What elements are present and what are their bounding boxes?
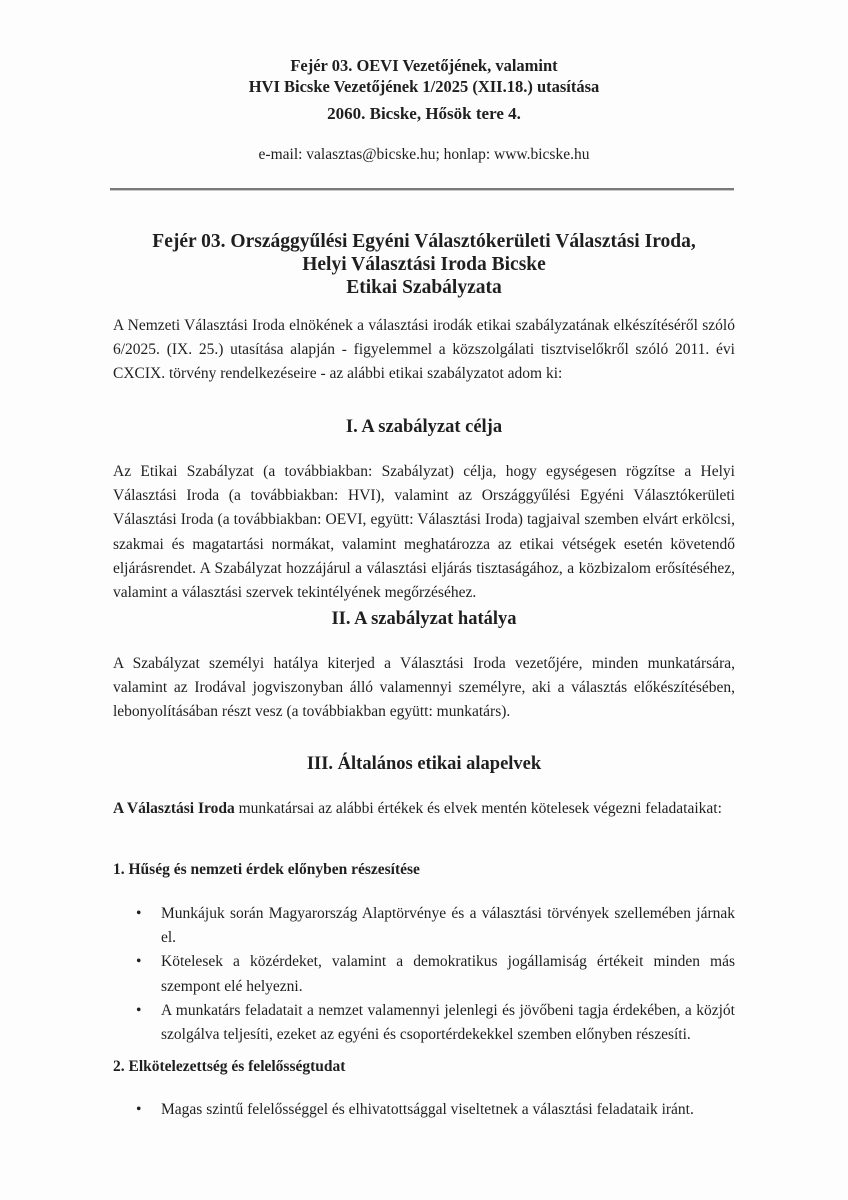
subsection-heading-2: 2. Elkötelezettség és felelősségtudat	[113, 1058, 346, 1075]
list-item	[113, 999, 735, 1047]
bullet-icon: •	[136, 905, 142, 922]
intro-paragraph: A Nemzeti Választási Iroda elnökének a választási irodák etikai szabályzatának elkészítéséről szóló 6/2025. (IX. 25.) utasítása alapján - figyelemmel a közszolgálati tisztviselőkről szóló 2011. évi CXCIX. törvény rendelkezéseire - az alábbi etikai szabályzatot adom ki:	[113, 317, 735, 383]
subsection-1-bullet-list	[113, 902, 735, 1047]
document-title-line-3: Etikai Szabályzata	[346, 277, 502, 298]
section-heading-1: I. A szabályzat célja	[345, 417, 503, 437]
document-title-line-1: Fejér 03. Országgyűlési Egyéni Választókerületi Választási Iroda,	[152, 231, 696, 252]
subsection-2-bullet-list	[113, 1098, 735, 1122]
list-item	[113, 1098, 735, 1122]
list-item-text: Munkájuk során Magyarország Alaptörvénye és a választási törvények szellemében járnak el.	[161, 905, 735, 947]
subsection-heading-1: 1. Hűség és nemzeti érdek előnyben részesítése	[113, 861, 420, 878]
bullet-icon: •	[136, 953, 142, 971]
letterhead-title	[0, 55, 848, 97]
header-divider	[110, 188, 734, 191]
document-title	[0, 230, 848, 299]
list-item-text: A munkatárs feladatait a nemzet valamennyi jelenlegi és jövőbeni tagja érdekében, a közjót szolgálva teljesíti, ezeket az egyéni és csoportérdekekkel szemben előnyben részesíti.	[161, 1001, 735, 1044]
section-heading-2: II. A szabályzat hatálya	[331, 609, 517, 629]
letterhead-title-line-2: HVI Bicske Vezetőjének 1/2025 (XII.18.) utasítása	[248, 77, 600, 96]
list-item-text: Kötelesek a közérdeket, valamint a demokratikus jogállamiság értékeit minden más szempont elé helyezni.	[161, 953, 735, 995]
section-3-intro-text: munkatársai az alábbi értékek és elvek mentén kötelesek végezni feladataikat:	[234, 800, 722, 817]
bullet-icon: •	[136, 1101, 142, 1118]
letterhead-contact: e-mail: valasztas@bicske.hu; honlap: www.bicske.hu	[258, 146, 590, 163]
section-3-intro-bold: A Választási Iroda	[113, 800, 235, 817]
section-3-intro	[113, 797, 735, 821]
bullet-icon: •	[136, 1001, 142, 1019]
list-item	[113, 950, 735, 998]
list-item-text: Magas szintű felelősséggel és elhivatottsággal viseltetnek a választási feladataik iránt.	[161, 1101, 694, 1118]
section-heading-3: III. Általános etikai alapelvek	[306, 754, 542, 774]
section-2-paragraph: A Szabályzat személyi hatálya kiterjed a Választási Iroda vezetőjére, minden munkatársára, valamint az Irodával jogviszonyban álló valamennyi személyre, aki a választás előkészítésében, lebonyolításában részt vesz (a továbbiakban együtt: munkatárs).	[113, 655, 735, 721]
letterhead-address: 2060. Bicske, Hősök tere 4.	[327, 104, 521, 123]
section-1-paragraph: Az Etikai Szabályzat (a továbbiakban: Szabályzat) célja, hogy egységesen rögzítse a Helyi Választási Iroda (a továbbiakban: HVI), valamint az Országgyűlési Egyéni Választókerületi Választási Iroda (a továbbiakban: OEVI, együtt: Választási Iroda) tagjaival szemben elvárt erkölcsi, szakmai és magatartási normákat, valamint meghatározza az etikai vétségek esetén követendő eljárásrendet. A Szabályzat hozzájárul a választási eljárás tisztaságához, a közbizalom erősítéséhez, valamint a választási szervek tekintélyének megőrzéséhez.	[113, 463, 735, 602]
document-title-line-2: Helyi Választási Iroda Bicske	[302, 254, 546, 275]
letterhead-title-line-1: Fejér 03. OEVI Vezetőjének, valamint	[290, 56, 558, 75]
list-item	[113, 902, 735, 950]
